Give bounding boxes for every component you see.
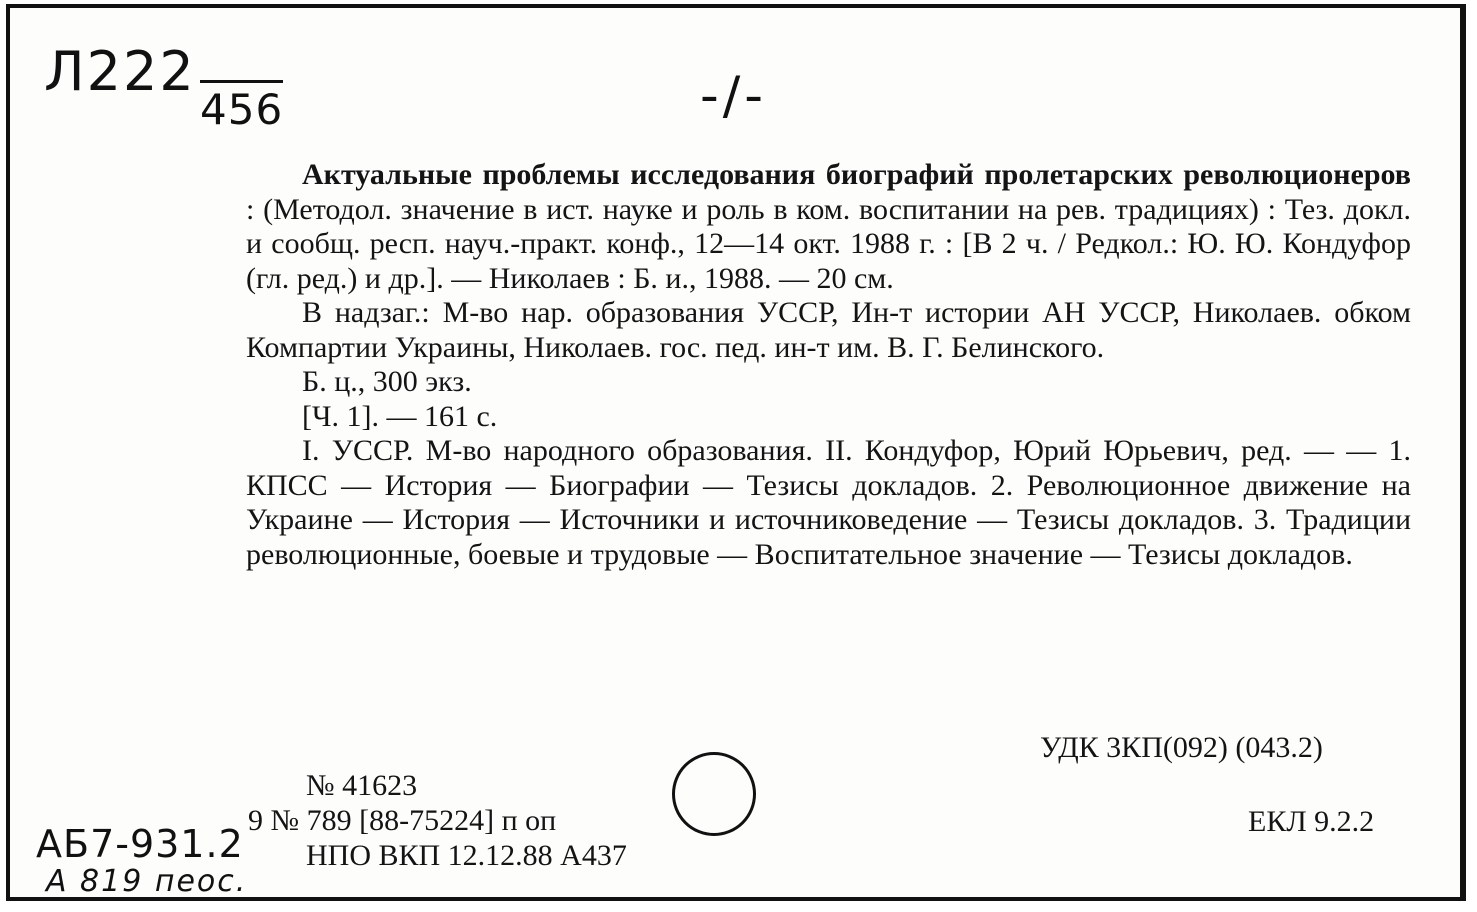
record-header-note: В надзаг.: М-во нар. образования УССР, Ин-т истории АН УССР, Николаев. обком Компартии Украины, Николаев. гос. пед. ин-т им. В. Г. Белинского. bbox=[246, 296, 1411, 364]
record-title: Актуальные проблемы исследования биографий пролетарских революционеров bbox=[302, 158, 1411, 191]
record-main-entry bbox=[246, 158, 1411, 296]
shelf-mark: Л222 bbox=[44, 40, 196, 103]
card-number: № 41623 bbox=[306, 769, 418, 802]
order-number: 9 № 789 [88-75224] п оп bbox=[248, 804, 557, 837]
record-subjects: I. УССР. М-во народного образования. II. Кондуфор, Юрий Юрьевич, ред. — — 1. КПСС — История — Биографии — Тезисы докладов. 2. Революционное движение на Украине — История — Источники и источниковедение — Тезисы докладов. 3. Традиции революционные, боевые и трудовые — Воспитательное значение — Тезисы докладов. bbox=[246, 434, 1411, 571]
page-mark: -/- bbox=[700, 66, 768, 126]
record-price: Б. ц., 300 экз. bbox=[302, 365, 472, 398]
circle-stamp-icon bbox=[672, 752, 756, 836]
publisher-line: НПО ВКП 12.12.88 А437 bbox=[306, 839, 627, 872]
udk-code: УДК 3КП(092) (043.2) bbox=[1040, 731, 1323, 764]
record-part: [Ч. 1]. — 161 с. bbox=[302, 399, 498, 433]
shelf-number: 456 bbox=[200, 80, 283, 134]
ekl-code: ЕКЛ 9.2.2 bbox=[1248, 805, 1375, 838]
record-description: : (Методол. значение в ист. науке и роль в ком. воспитании на рев. традициях) : Тез. докл. и сообщ. респ. науч.-практ. конф., 12—14 окт. 1988 г. : [В 2 ч. / Редкол.: Ю. Ю. Кондуфор (гл. ред.) и др.]. — Николаев : Б. и., 1988. — 20 см. bbox=[246, 192, 1411, 295]
inventory-number: АБ7-931.2 bbox=[36, 822, 244, 866]
bibliographic-record bbox=[246, 158, 1411, 572]
inventory-note: А 819 пеос. bbox=[46, 864, 248, 899]
catalog-card bbox=[6, 4, 1466, 901]
